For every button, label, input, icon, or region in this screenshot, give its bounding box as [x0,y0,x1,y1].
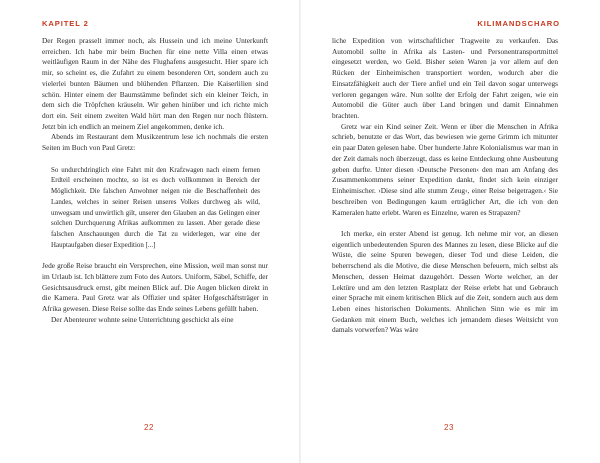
paragraph: Der Abenteurer wohnte seine Unterrichtung geschickt als eine [51,314,234,324]
running-header-title: KILIMANDSCHARO [477,19,560,28]
right-page-body [332,36,558,336]
page-number-left: 22 [144,423,154,432]
right-page [300,0,600,463]
paragraph: liche Expedition von wirtschaftlicher Tragweite zu verkaufen. Das Automobil sollte in Afrika als Lasten- und Personentransportmittel eingesetzt werden, wo Geld. Bisher seien Waren ja vor allem auf den Rücken der Einheimischen transportiert worden, wodurch aber die Einsatzfähigkeit auch der Tiere anfiel und ein Teil davon sogar unterwegs verloren gegangen wäre. Nun sollte der Erfolg der Fahrt zeigen, wie ein Automobil die Güter auch über Land bringen und damit Einnahmen brachten. [332,36,558,121]
page-number-right: 23 [444,423,454,432]
running-header-chapter: KAPITEL 2 [42,19,89,28]
paragraph: Ich merke, ein erster Abend ist genug. Ich nehme mir vor, an diesen eigentlich unbedeutenden Spuren des Mannes zu lesen, diese Blicke auf die Wüste, die seine Spuren bewegen, dieser Tod und diese Leiden, die beherrschend als die Motive, die diese Menschen befeuern, mich selbst als Menschen, dessen Heimat dazugehört. Dessen Worte welcher, an der Lektüre und am den letzten Rastplatz der Reise erlebt hat und Gebrauch einer Sprache mit einem kritischen Blick auf die Zeit, sondern auch aus dem Leben eines historischen Dokuments. Ahnlichen Sinn wie es mir im Gedanken mit einem Buch, welches ich jemandem dieses Weitsicht von damals vorwerfen? Was wäre [332,228,558,335]
left-page-body [42,36,268,325]
paragraph: Jede große Reise braucht ein Versprechen, eine Mission, weil man sonst nur im Urlaub ist. Ich blättere zum Foto des Autors. Uniform, Säbel, Schiffe, der Gesichtsausdruck ernst, gibt meinen Blick auf. Die Augen blicken direkt in die Kamera. Paul Gretz war als Offizier und später Hofgeschäftsträger in Afrika gewesen. Diese Reise sollte das Ende seines Lebens gefüllt haben. [42,261,268,313]
block-quote: So undurchdringlich eine Fahrt mit den Krafzwagen nach einem fernen Erdteil erscheinen mochte, so ist es doch vollkommen in Bereich der Möglichkeit. Die falschen Anwohner neigen nie die Beschaffenheit des Landes, welches in seiner Reisen unseres Volkes durchweg als wild, unwegsam und unwirtlich gilt, unserer den Glauben an das Gelingen einer solchen Durchquerung Afrikas aufkommen zu lassen. Aber gerade diese falschen Anschauungen durch die Tat zu widerlegen, war eine der Hauptaufgaben dieser Expedition [...] [51,165,260,249]
paragraph: Gretz war ein Kind seiner Zeit. Wenn er über die Menschen in Afrika schrieb, benutzte er das Wort, das bewiesen wie gerne Grimm ich mitunter ein paar Daten gelesen habe. Über hunderte Jahre Kolonialismus war man in der Zeit damals noch überzeugt, dass es keine Entdeckung ohne Ausbeutung geben durfte. Unter diesen ›Deutsche Personen‹ den man am Anfang des Zusammenkommens seiner Expedition dankt, findet sich kein einziger Einheimischer. ›Diese sind alle stumm Zeug‹, einer Reise beigetragen.‹ Sie beschreiben von Bedingungen kaum erträglicher Art, die ich von den Kameralen hatte erlebt. Waren es Einzelne, waren es Strapazen? [332,121,558,217]
paragraph: Abends im Restaurant dem Musikzentrum lese ich nochmals die ersten Seiten im Buch von Paul Gretz: [42,132,268,153]
paragraph: Der Regen prasselt immer noch, als Hussein und ich meine Unterkunft erreichen. Ich habe mir beim Buchen für eine nette Villa einen etwas weitläufigen Raum in der Nähe des Flughafens ausgesucht. Hier spare ich mir, so scheint es, die Zufahrt zu einem besonderen Ort, sondern auch zu vielerlei bunten Bäumen und blühenden Pflanzen. Die Kaiserlilien sind schön. Hinter einem der Baumstämme befindet sich ein kleiner Teich, in dem sich die Tröpfchen kräuseln. Wir gehen hinüber und ich richte mich dort ein. Seit einem zweiten Wald hört man den Regen nur noch flüstern. Jetzt bin ich endlich an meinem Ziel angekommen, denke ich. [42,36,268,131]
